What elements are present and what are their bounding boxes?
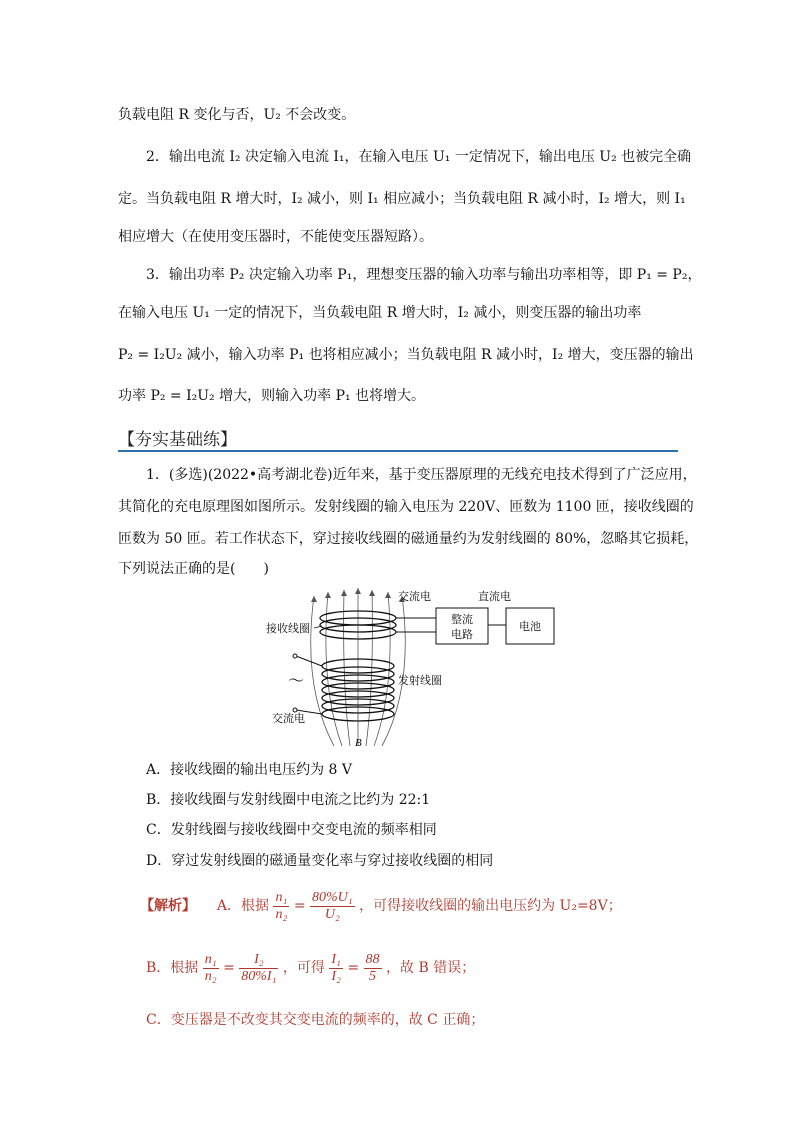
analysis-c: C．变压器是不改变其交变电流的频率的，故 C 正确； xyxy=(146,1012,485,1028)
option-d: D．穿过发射线圈的磁通量变化率与穿过接收线圈的相同 xyxy=(146,853,494,869)
paragraph-2-line-1: 2．输出电流 I₂ 决定输入电流 I₁，在输入电压 U₁ 一定情况下，输出电压 U₂ 也被完全确 xyxy=(146,149,692,165)
analysis-a-prefix: A．根据 xyxy=(216,898,270,914)
analysis-a-frac-1: $\frac{\text{n₁}}{\text{n₂}}$ xyxy=(275,889,288,922)
analysis-b-frac-2: $\frac{\text{I₂}}{\text{80\%I₁}}$ xyxy=(241,951,277,984)
paragraph-2-line-3: 相应增大（在使用变压器时，不能使变压器短路）。 xyxy=(118,229,433,245)
analysis-tag: 【解析】 xyxy=(140,898,196,914)
rectifier-label-2: 电路 xyxy=(451,628,473,641)
analysis-b: B．根据 $\frac{\text{n₁}}{\text{n₂}}$ = $\frac{\text{I₂}}{\text{80\%I₁}}$ ，可得 $\frac{\text{I₁}}{\text{I₂}}$ = $\frac{88}{5}$ ，故 B 错误； xyxy=(146,951,476,984)
option-a: A．接收线圈的输出电压约为 8 V xyxy=(146,762,353,778)
label-receive-coil: 接收线圈 xyxy=(266,622,310,635)
label-b: B xyxy=(355,737,362,749)
section-title: 【夯实基础练】 xyxy=(118,430,237,450)
ac-symbol: ～ xyxy=(288,671,305,690)
analysis-a-frac-2: $\frac{\text{80\%U₁}}{\text{U₂}}$ xyxy=(312,889,353,922)
analysis-b-frac-4: $\frac{88}{5}$ xyxy=(365,951,380,984)
analysis-b-frac-3: $\frac{\text{I₁}}{\text{I₂}}$ xyxy=(331,951,341,984)
paragraph-3-line-1: 3．输出功率 P₂ 决定输入功率 P₁，理想变压器的输入功率与输出功率相等，即 P₁ = P₂， xyxy=(146,267,702,283)
option-b: B．接收线圈与发射线圈中电流之比约为 22:1 xyxy=(146,792,431,808)
paragraph-1-line-1: 负载电阻 R 变化与否，U₂ 不会改变。 xyxy=(118,107,356,123)
paragraph-3-line-4: 功率 P₂ = I₂U₂ 增大，则输入功率 P₁ 也将增大。 xyxy=(118,388,426,404)
paragraph-3-line-2: 在输入电压 U₁ 一定的情况下，当负载电阻 R 增大时，I₂ 减小，则变压器的输出功率 xyxy=(118,305,642,321)
paragraph-3-line-3: P₂ = I₂U₂ 减小，输入功率 P₁ 也将相应减小；当负载电阻 R 减小时，I₂ 增大，变压器的输出 xyxy=(118,347,694,363)
section-divider xyxy=(118,450,678,452)
label-ac-bottom: 交流电 xyxy=(272,712,305,725)
wireless-charging-diagram xyxy=(262,586,562,750)
question-line-4: 下列说法正确的是( ) xyxy=(118,561,269,577)
analysis-b-frac-1: $\frac{\text{n₁}}{\text{n₂}}$ xyxy=(204,951,217,984)
analysis-b-mid: ，可得 xyxy=(282,960,325,976)
label-ac-top: 交流电 xyxy=(398,590,431,603)
question-line-1: 1．(多选)(2022•高考湖北卷)近年来，基于变压器原理的无线充电技术得到了广泛应用， xyxy=(146,467,697,483)
label-dc: 直流电 xyxy=(478,590,511,603)
label-transmit-coil: 发射线圈 xyxy=(398,674,442,687)
option-c: C．发射线圈与接收线圈中交变电流的频率相同 xyxy=(146,822,437,838)
question-line-3: 匝数为 50 匝。若工作状态下，穿过接收线圈的磁通量约为发射线圈的 80%，忽略其它损耗， xyxy=(118,531,699,547)
rectifier-label-1: 整流 xyxy=(451,613,473,626)
question-line-2: 其简化的充电原理图如图所示。发射线圈的输入电压为 220V、匝数为 1100 匝，接收线圈的 xyxy=(118,499,694,515)
paragraph-2-line-2: 定。当负载电阻 R 增大时，I₂ 减小，则 I₁ 相应减小；当负载电阻 R 减小时，I₂ 增大，则 I₁ xyxy=(118,191,686,207)
analysis-a: 【解析】 A．根据 $\frac{\text{n₁}}{\text{n₂}}$ = $\frac{\text{80\%U₁}}{\text{U₂}}$ ，可得接收线圈的输出电压约为 U₂=8V； xyxy=(140,889,622,922)
analysis-a-suffix: ，可得接收线圈的输出电压约为 U₂=8V； xyxy=(359,898,622,914)
analysis-b-prefix: B．根据 xyxy=(146,960,199,976)
terminal-top xyxy=(293,654,297,658)
battery-label: 电池 xyxy=(519,620,541,633)
analysis-b-suffix: ，故 B 错误； xyxy=(386,960,476,976)
